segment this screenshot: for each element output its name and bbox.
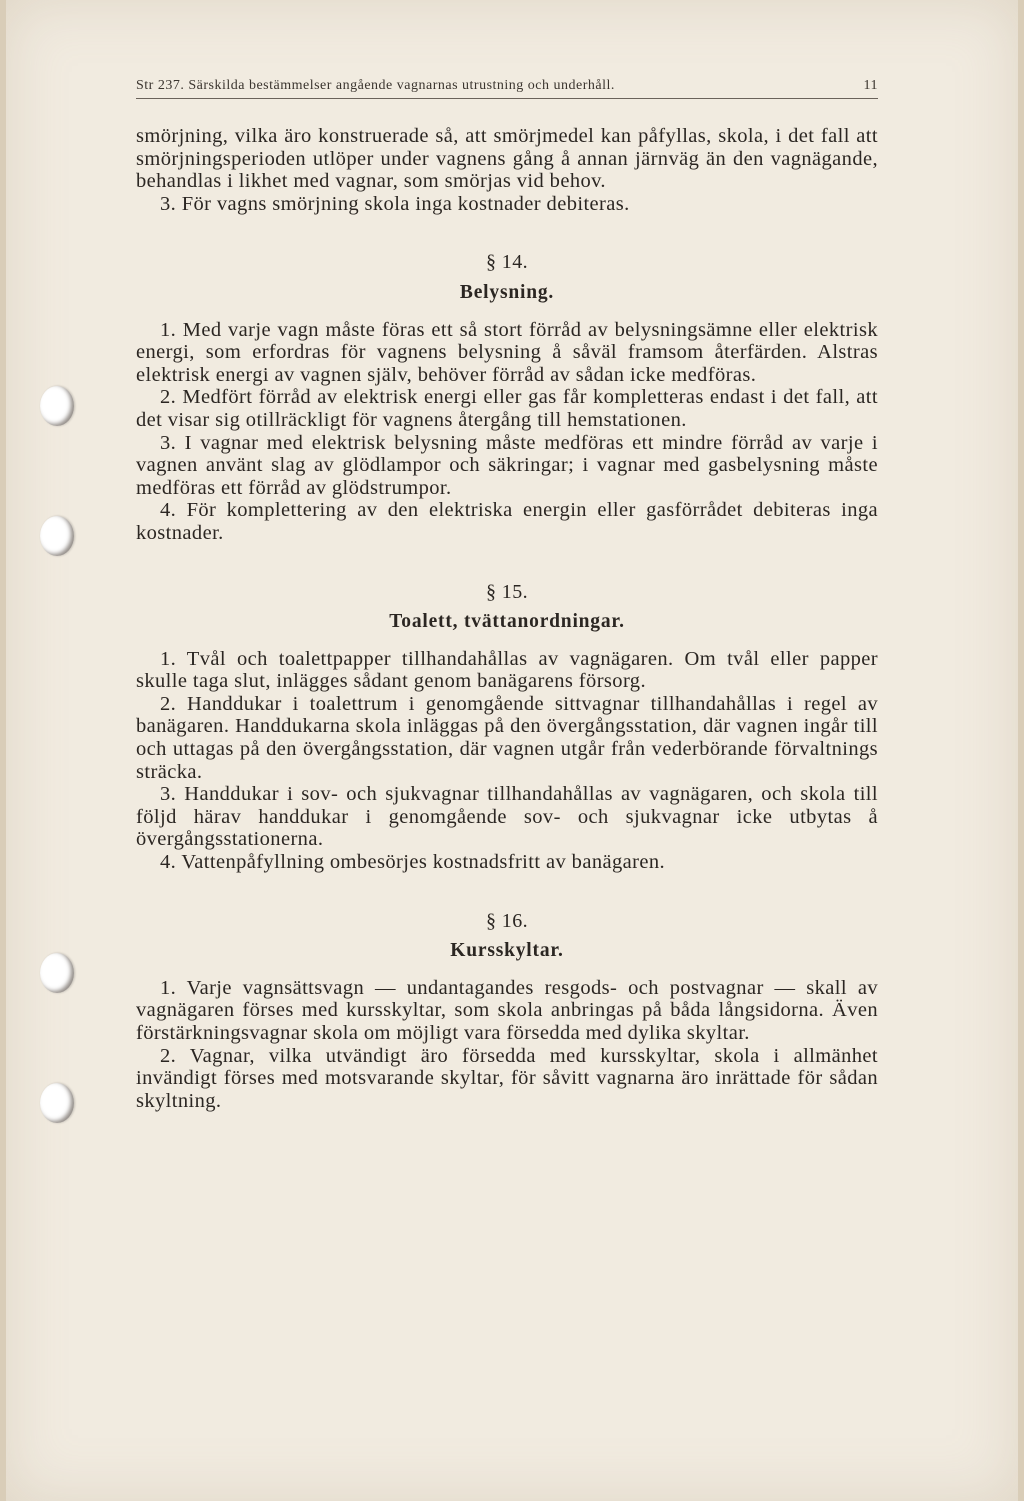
section-16 [136,910,878,1113]
section-paragraph: 1. Tvål och toalettpapper tillhandahållas av vagnägaren. Om tvål eller papper skulle taga slut, inlägges sådant genom banägarens försorg. [136,647,878,693]
section-title: Toalett, tvättanordningar. [389,611,625,633]
section-paragraph: 4. För komplettering av den elektriska energin eller gasförrådet debiteras inga kostnader. [136,499,878,544]
binder-hole [40,516,74,556]
section-15 [136,581,878,874]
section-paragraph: 1. Varje vagnsättsvagn — undantagandes resgods- och postvagnar — skall av vagnägaren förses med kursskyltar, som skola anbringas på båda långsidorna. Även förstärkningsvagnar skola om möjligt vara försedda med dylika skyltar. [136,976,878,1044]
page-number: 11 [863,78,878,93]
section-paragraph: 1. Med varje vagn måste föras ett så stort förråd av belysningsämne eller elektrisk energi, som erfordras för vagnens belysning å såväl framsom återfärden. Alstras elektrisk energi av vagnen själv, behöver förråd av sådan icke medföras. [136,318,878,386]
header-title: Str 237. Särskilda bestämmelser angående vagnarnas utrustning och underhåll. [136,78,615,93]
section-number: § 14. [486,251,528,274]
binder-hole [40,386,74,426]
intro-paragraph: 3. För vagns smörjning skola inga kostnader debiteras. [160,192,630,215]
section-paragraph: 4. Vattenpåfyllning ombesörjes kostnadsfritt av banägaren. [160,851,666,874]
section-paragraph: 2. Vagnar, vilka utvändigt äro försedda med kursskyltar, skola i allmänhet invändigt förses med motsvarande skyltar, för såvitt vagnarna äro inrättade för sådan skyltning. [136,1044,878,1112]
document-body [136,125,878,1112]
section-paragraph: 2. Handdukar i toalettrum i genomgående sittvagnar tillhandahållas i regel av banägaren. Handdukarna skola inläggas på den övergångsstation, där vagnen ingår till och uttagas på den övergångsstation, där vagnen utgår från vederbörande förvaltnings sträcka. [136,692,878,783]
section-title: Belysning. [459,281,555,303]
section-paragraph: 3. Handdukar i sov- och sjukvagnar tillhandahållas av vagnägaren, och skola till följd härav handdukar i genomgående sov- och sjukvagnar icke utbytas å övergångsstationerna. [136,783,878,851]
binder-hole [40,1083,74,1123]
section-paragraph: 3. I vagnar med elektrisk belysning måste medföras ett mindre förråd av varje i vagnen använt slag av glödlampor och säkringar; i vagnar med gasbelysning måste medföras ett förråd av glödstrumpor. [136,431,878,499]
section-number: § 15. [486,580,528,603]
section-number: § 16. [486,909,528,932]
section-14 [136,251,878,544]
intro-paragraph: smörjning, vilka äro konstruerade så, att smörjmedel kan påfyllas, skola, i det fall att smörjningsperioden utlöper under vagnens gång å annan järnväg än den vagnägande, behandlas i likhet med vagnar, som smörjas vid behov. [136,125,878,193]
binder-hole [40,953,74,993]
section-title: Kursskyltar. [450,940,564,962]
running-header [136,78,878,99]
section-paragraph: 2. Medfört förråd av elektrisk energi eller gas får kompletteras endast i det fall, att det visar sig otillräckligt för vagnens återgång till hemstationen. [136,386,878,431]
